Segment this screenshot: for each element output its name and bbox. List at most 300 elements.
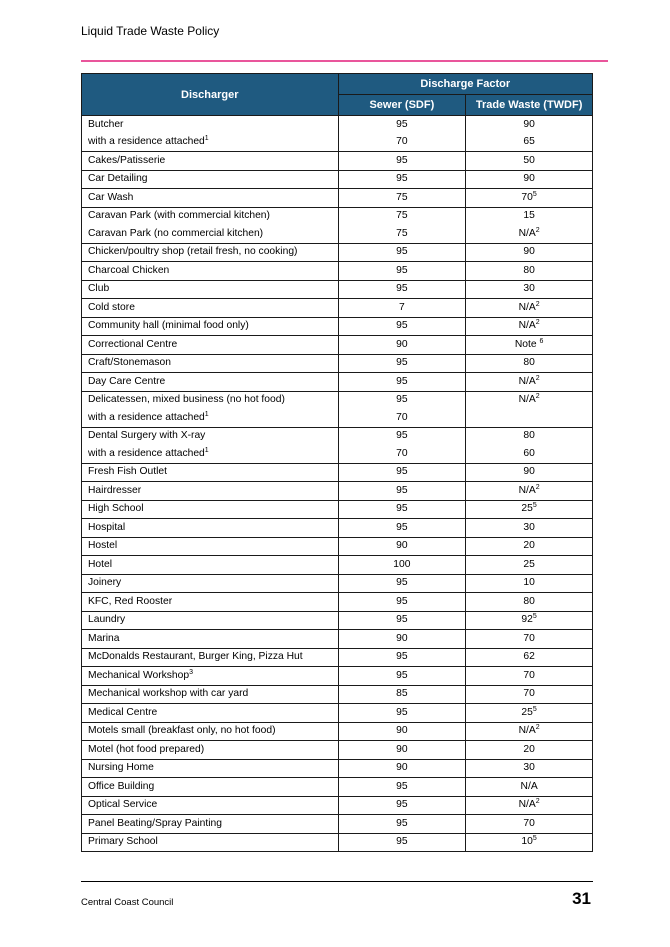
sdf-cell-text: 75 <box>396 227 408 239</box>
table-row <box>82 116 593 134</box>
discharger-cell <box>82 317 339 336</box>
discharger-cell <box>82 741 339 760</box>
twdf-cell <box>466 537 593 556</box>
twdf-cell-text: 70 <box>523 817 535 829</box>
column-header-discharge-factor: Discharge Factor <box>338 74 593 95</box>
sdf-cell-text: 85 <box>396 688 408 700</box>
table-body <box>82 116 593 852</box>
column-header-twdf: Trade Waste (TWDF) <box>466 95 593 116</box>
discharger-cell <box>82 833 339 852</box>
discharger-cell <box>82 134 339 152</box>
discharger-cell <box>82 482 339 501</box>
twdf-cell <box>466 574 593 593</box>
sdf-cell-text: 95 <box>396 283 408 295</box>
sdf-cell <box>338 778 466 797</box>
table-row <box>82 262 593 281</box>
discharger-cell-text: Joinery <box>88 577 122 589</box>
twdf-cell <box>466 152 593 171</box>
sdf-cell <box>338 611 466 630</box>
discharger-cell-text: Hospital <box>88 521 126 533</box>
discharger-cell <box>82 225 339 243</box>
sdf-cell-text: 95 <box>396 357 408 369</box>
twdf-cell-text: 92 <box>521 614 533 626</box>
table-row <box>82 373 593 392</box>
twdf-cell-text: 70 <box>523 669 535 681</box>
twdf-cell <box>466 170 593 189</box>
twdf-cell-text: N/A <box>518 375 536 387</box>
discharger-cell-text: McDonalds Restaurant, Burger King, Pizza Hut <box>88 651 303 663</box>
discharger-cell-text: Fresh Fish Outlet <box>88 466 167 478</box>
discharger-cell <box>82 500 339 519</box>
twdf-cell-text: N/A <box>520 780 538 792</box>
discharger-cell-text: Caravan Park (with commercial kitchen) <box>88 210 270 222</box>
discharger-cell-text: Day Care Centre <box>88 375 166 387</box>
table-row <box>82 556 593 575</box>
discharger-cell-text: Panel Beating/Spray Painting <box>88 817 222 829</box>
table-row <box>82 482 593 501</box>
twdf-cell <box>466 225 593 243</box>
twdf-cell-text: 30 <box>523 521 535 533</box>
twdf-cell-text: 10 <box>521 836 533 848</box>
twdf-cell-text: N/A <box>518 320 536 332</box>
discharger-cell <box>82 778 339 797</box>
sdf-cell <box>338 704 466 723</box>
sdf-cell-text: 95 <box>396 614 408 626</box>
twdf-cell <box>466 427 593 445</box>
sdf-cell <box>338 796 466 815</box>
sdf-cell <box>338 741 466 760</box>
sdf-cell-text: 95 <box>396 466 408 478</box>
footnote-marker: 5 <box>532 835 537 843</box>
footnote-marker: 2 <box>535 374 540 382</box>
twdf-cell <box>466 482 593 501</box>
discharger-cell-text: with a residence attached <box>88 411 205 423</box>
sdf-cell <box>338 354 466 373</box>
discharger-cell-text: Primary School <box>88 836 158 848</box>
twdf-cell <box>466 391 593 409</box>
discharger-cell-text: with a residence attached <box>88 136 205 148</box>
footnote-marker: 1 <box>204 410 209 418</box>
sdf-cell <box>338 225 466 243</box>
discharger-cell <box>82 519 339 538</box>
discharger-cell <box>82 796 339 815</box>
discharger-cell-text: Motel (hot food prepared) <box>88 743 205 755</box>
footnote-marker: 5 <box>532 613 537 621</box>
sdf-cell-text: 95 <box>396 375 408 387</box>
sdf-cell-text: 95 <box>396 836 408 848</box>
twdf-cell-text: N/A <box>518 725 536 737</box>
twdf-cell <box>466 463 593 482</box>
table-row <box>82 152 593 171</box>
sdf-cell <box>338 280 466 299</box>
table-row <box>82 741 593 760</box>
sdf-cell <box>338 537 466 556</box>
twdf-cell <box>466 630 593 649</box>
footnote-marker: 5 <box>532 190 537 198</box>
table-row <box>82 299 593 318</box>
discharger-cell-text: Car Wash <box>88 191 134 203</box>
twdf-cell-text: 65 <box>523 136 535 148</box>
table-row <box>82 778 593 797</box>
page-number: 31 <box>572 889 591 908</box>
table-row <box>82 593 593 612</box>
twdf-cell <box>466 445 593 463</box>
sdf-cell-text: 95 <box>396 521 408 533</box>
table-row <box>82 317 593 336</box>
table-row <box>82 207 593 225</box>
discharger-cell-text: Marina <box>88 632 120 644</box>
footnote-marker: 6 <box>539 337 544 345</box>
discharger-cell-text: Optical Service <box>88 799 158 811</box>
twdf-cell-text: 10 <box>523 577 535 589</box>
discharger-cell-text: Mechanical Workshop <box>88 669 190 681</box>
twdf-cell <box>466 759 593 778</box>
twdf-cell-text: 70 <box>523 688 535 700</box>
sdf-cell-text: 100 <box>393 558 411 570</box>
sdf-cell-text: 7 <box>399 301 405 313</box>
twdf-cell <box>466 667 593 686</box>
footnote-marker: 1 <box>204 135 209 143</box>
sdf-cell-text: 70 <box>396 447 408 459</box>
twdf-cell <box>466 354 593 373</box>
discharger-cell-text: Medical Centre <box>88 706 158 718</box>
column-header-sdf: Sewer (SDF) <box>338 95 466 116</box>
table-row <box>82 225 593 243</box>
sdf-cell <box>338 815 466 834</box>
sdf-cell <box>338 152 466 171</box>
footnote-marker: 3 <box>189 668 194 676</box>
sdf-cell <box>338 427 466 445</box>
table-row <box>82 815 593 834</box>
document-title: Liquid Trade Waste Policy <box>81 24 220 38</box>
sdf-cell <box>338 722 466 741</box>
twdf-cell <box>466 778 593 797</box>
discharger-cell <box>82 667 339 686</box>
twdf-cell <box>466 796 593 815</box>
sdf-cell <box>338 574 466 593</box>
twdf-cell-text: N/A <box>518 484 536 496</box>
discharger-cell-text: Correctional Centre <box>88 338 178 350</box>
sdf-cell-text: 95 <box>396 430 408 442</box>
twdf-cell <box>466 815 593 834</box>
discharger-cell-text: High School <box>88 503 144 515</box>
twdf-cell-text: 25 <box>521 503 533 515</box>
sdf-cell-text: 90 <box>396 743 408 755</box>
discharger-cell-text: Delicatessen, mixed business (no hot food) <box>88 394 285 406</box>
sdf-cell-text: 70 <box>396 136 408 148</box>
discharger-cell-text: Motels small (breakfast only, no hot food) <box>88 725 276 737</box>
discharger-cell-text: with a residence attached <box>88 447 205 459</box>
twdf-cell-text: 50 <box>523 154 535 166</box>
discharger-cell <box>82 611 339 630</box>
discharger-cell-text: Craft/Stonemason <box>88 357 171 369</box>
sdf-cell <box>338 299 466 318</box>
discharger-cell-text: Butcher <box>88 118 124 130</box>
twdf-cell <box>466 500 593 519</box>
twdf-cell <box>466 611 593 630</box>
discharger-cell-text: Hostel <box>88 540 118 552</box>
discharger-cell <box>82 189 339 208</box>
twdf-cell-text: 80 <box>523 357 535 369</box>
sdf-cell-text: 95 <box>396 320 408 332</box>
twdf-cell-text: 90 <box>523 246 535 258</box>
sdf-cell-text: 70 <box>396 411 408 423</box>
discharger-cell-text: Laundry <box>88 614 126 626</box>
twdf-cell-text: N/A <box>518 394 536 406</box>
twdf-cell <box>466 116 593 134</box>
twdf-cell <box>466 556 593 575</box>
table-row <box>82 833 593 852</box>
table-row <box>82 463 593 482</box>
twdf-cell-text: 15 <box>523 210 535 222</box>
twdf-cell-text: N/A <box>518 227 536 239</box>
sdf-cell <box>338 189 466 208</box>
sdf-cell <box>338 207 466 225</box>
table-row <box>82 537 593 556</box>
footnote-marker: 1 <box>204 446 209 454</box>
discharger-cell-text: Hotel <box>88 558 113 570</box>
footnote-marker: 2 <box>535 319 540 327</box>
twdf-cell-text: 30 <box>523 283 535 295</box>
sdf-cell-text: 95 <box>396 780 408 792</box>
sdf-cell-text: 95 <box>396 817 408 829</box>
sdf-cell <box>338 116 466 134</box>
twdf-cell <box>466 262 593 281</box>
table-row <box>82 685 593 704</box>
discharger-cell <box>82 685 339 704</box>
discharger-cell <box>82 152 339 171</box>
sdf-cell-text: 90 <box>396 632 408 644</box>
footer-divider <box>81 881 593 882</box>
twdf-cell-text: N/A <box>518 301 536 313</box>
discharger-cell-text: Hairdresser <box>88 484 142 496</box>
sdf-cell <box>338 593 466 612</box>
sdf-cell <box>338 556 466 575</box>
sdf-cell-text: 75 <box>396 191 408 203</box>
discharger-cell <box>82 704 339 723</box>
sdf-cell <box>338 648 466 667</box>
sdf-cell-text: 75 <box>396 210 408 222</box>
sdf-cell <box>338 759 466 778</box>
footnote-marker: 2 <box>535 798 540 806</box>
table-row <box>82 427 593 445</box>
discharger-cell-text: Car Detailing <box>88 173 148 185</box>
sdf-cell-text: 95 <box>396 577 408 589</box>
table-row <box>82 667 593 686</box>
twdf-cell-text: 80 <box>523 264 535 276</box>
table-row <box>82 170 593 189</box>
table-row <box>82 445 593 463</box>
twdf-cell-text: 70 <box>523 632 535 644</box>
discharger-cell <box>82 574 339 593</box>
twdf-cell-text: 60 <box>523 447 535 459</box>
table-row <box>82 336 593 355</box>
sdf-cell <box>338 170 466 189</box>
discharger-cell <box>82 116 339 134</box>
discharger-cell <box>82 207 339 225</box>
sdf-cell <box>338 463 466 482</box>
discharger-cell <box>82 391 339 409</box>
discharger-cell-text: Dental Surgery with X-ray <box>88 430 206 442</box>
discharger-cell <box>82 336 339 355</box>
twdf-cell-text: N/A <box>518 799 536 811</box>
discharger-cell-text: Cold store <box>88 301 135 313</box>
footer-organization: Central Coast Council <box>81 897 174 908</box>
sdf-cell <box>338 134 466 152</box>
discharger-cell-text: Charcoal Chicken <box>88 264 170 276</box>
discharger-cell <box>82 427 339 445</box>
twdf-cell-text: 25 <box>523 558 535 570</box>
header-divider <box>81 60 608 62</box>
discharger-cell <box>82 648 339 667</box>
table-row <box>82 630 593 649</box>
twdf-cell <box>466 833 593 852</box>
discharger-cell <box>82 299 339 318</box>
sdf-cell-text: 95 <box>396 173 408 185</box>
table-row <box>82 134 593 152</box>
twdf-cell-text: 20 <box>523 743 535 755</box>
sdf-cell-text: 95 <box>396 246 408 258</box>
discharger-cell <box>82 815 339 834</box>
sdf-cell-text: 95 <box>396 154 408 166</box>
sdf-cell-text: 95 <box>396 264 408 276</box>
discharger-cell <box>82 630 339 649</box>
twdf-cell <box>466 373 593 392</box>
twdf-cell-text: 90 <box>523 466 535 478</box>
sdf-cell-text: 90 <box>396 540 408 552</box>
sdf-cell <box>338 630 466 649</box>
sdf-cell <box>338 336 466 355</box>
table-row <box>82 722 593 741</box>
sdf-cell <box>338 685 466 704</box>
twdf-cell-text: 80 <box>523 595 535 607</box>
twdf-cell <box>466 593 593 612</box>
table-row <box>82 409 593 427</box>
sdf-cell <box>338 262 466 281</box>
sdf-cell-text: 95 <box>396 394 408 406</box>
twdf-cell <box>466 207 593 225</box>
sdf-cell-text: 90 <box>396 338 408 350</box>
twdf-cell <box>466 299 593 318</box>
twdf-cell <box>466 243 593 262</box>
twdf-cell <box>466 519 593 538</box>
table-row <box>82 796 593 815</box>
sdf-cell-text: 95 <box>396 484 408 496</box>
twdf-cell <box>466 409 593 427</box>
discharge-factor-table <box>81 73 593 852</box>
table-row <box>82 759 593 778</box>
sdf-cell <box>338 500 466 519</box>
discharger-cell <box>82 170 339 189</box>
footnote-marker: 2 <box>535 724 540 732</box>
sdf-cell-text: 95 <box>396 799 408 811</box>
sdf-cell-text: 90 <box>396 762 408 774</box>
table-row <box>82 500 593 519</box>
sdf-cell-text: 95 <box>396 503 408 515</box>
sdf-cell <box>338 445 466 463</box>
discharger-cell-text: Mechanical workshop with car yard <box>88 688 249 700</box>
twdf-cell <box>466 336 593 355</box>
twdf-cell-text: 80 <box>523 430 535 442</box>
sdf-cell <box>338 833 466 852</box>
twdf-cell <box>466 722 593 741</box>
twdf-cell <box>466 685 593 704</box>
sdf-cell-text: 95 <box>396 595 408 607</box>
footnote-marker: 2 <box>535 483 540 491</box>
footnote-marker: 2 <box>535 226 540 234</box>
discharger-cell <box>82 354 339 373</box>
table-row <box>82 189 593 208</box>
discharger-cell-text: Nursing Home <box>88 762 154 774</box>
footnote-marker: 5 <box>532 502 537 510</box>
twdf-cell-text: Note <box>514 338 540 350</box>
twdf-cell <box>466 704 593 723</box>
sdf-cell <box>338 482 466 501</box>
twdf-cell <box>466 648 593 667</box>
twdf-cell-text: 90 <box>523 173 535 185</box>
sdf-cell-text: 95 <box>396 706 408 718</box>
discharger-cell <box>82 759 339 778</box>
discharger-cell-text: Community hall (minimal food only) <box>88 320 249 332</box>
discharger-cell-text: Cakes/Patisserie <box>88 154 166 166</box>
discharger-cell <box>82 373 339 392</box>
discharger-cell <box>82 445 339 463</box>
twdf-cell-text: 20 <box>523 540 535 552</box>
sdf-cell-text: 95 <box>396 651 408 663</box>
discharger-cell-text: Club <box>88 283 110 295</box>
discharger-cell-text: Caravan Park (no commercial kitchen) <box>88 227 264 239</box>
footnote-marker: 2 <box>535 300 540 308</box>
discharger-cell <box>82 593 339 612</box>
table-row <box>82 519 593 538</box>
sdf-cell <box>338 373 466 392</box>
twdf-cell-text: 62 <box>523 651 535 663</box>
twdf-cell-text: 25 <box>521 706 533 718</box>
twdf-cell-text: 90 <box>523 118 535 130</box>
table-row <box>82 648 593 667</box>
table-row <box>82 574 593 593</box>
discharger-cell <box>82 556 339 575</box>
discharger-cell <box>82 537 339 556</box>
sdf-cell-text: 90 <box>396 725 408 737</box>
twdf-cell <box>466 280 593 299</box>
table-row <box>82 280 593 299</box>
twdf-cell-text: 30 <box>523 762 535 774</box>
table-row <box>82 704 593 723</box>
table-row <box>82 611 593 630</box>
twdf-cell-text: 70 <box>521 191 533 203</box>
footnote-marker: 2 <box>535 393 540 401</box>
discharger-cell <box>82 463 339 482</box>
column-header-discharger: Discharger <box>82 74 339 116</box>
discharger-cell <box>82 262 339 281</box>
sdf-cell <box>338 667 466 686</box>
discharger-cell-text: Chicken/poultry shop (retail fresh, no cooking) <box>88 246 298 258</box>
discharger-cell <box>82 722 339 741</box>
twdf-cell <box>466 189 593 208</box>
table-row <box>82 243 593 262</box>
sdf-cell-text: 95 <box>396 669 408 681</box>
sdf-cell <box>338 519 466 538</box>
twdf-cell <box>466 134 593 152</box>
table-row <box>82 391 593 409</box>
sdf-cell <box>338 409 466 427</box>
twdf-cell <box>466 741 593 760</box>
discharger-cell-text: Office Building <box>88 780 155 792</box>
discharger-cell <box>82 280 339 299</box>
table-row <box>82 354 593 373</box>
footnote-marker: 5 <box>532 705 537 713</box>
